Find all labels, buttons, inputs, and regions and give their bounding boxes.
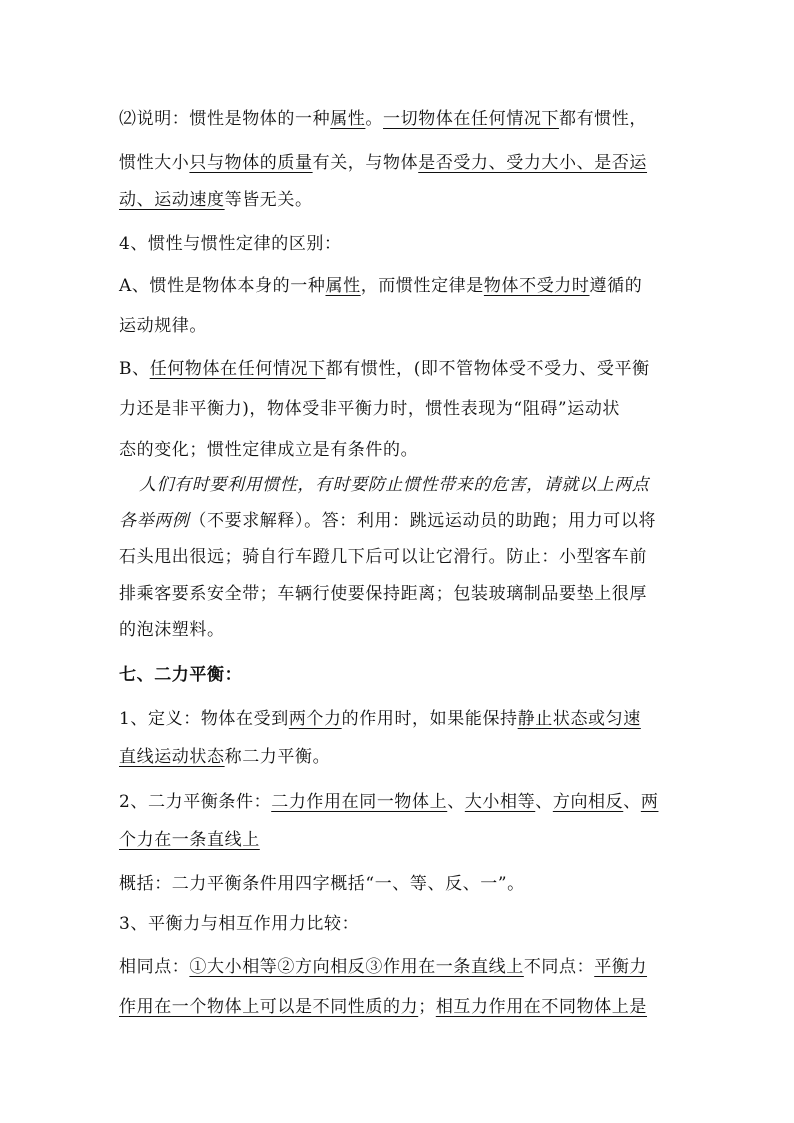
answer-line-2 bbox=[119, 545, 679, 569]
text: 不同点： bbox=[523, 957, 595, 977]
answer-line-4 bbox=[119, 618, 679, 642]
text: 称二力平衡。 bbox=[224, 747, 331, 767]
comparison-line-1 bbox=[119, 955, 679, 979]
text: 的泡沫塑料。 bbox=[119, 620, 225, 640]
underlined-text: 属性 bbox=[330, 109, 366, 129]
underlined-text: 平衡力 bbox=[594, 957, 648, 977]
underlined-text: 二力作用在同一物体上 bbox=[271, 792, 448, 812]
condition-line-1 bbox=[119, 790, 679, 814]
text: 遵循的 bbox=[589, 276, 643, 296]
text: B、 bbox=[119, 359, 150, 379]
text: 1、定义：物体在受到 bbox=[119, 709, 289, 729]
comparison-line-2 bbox=[119, 995, 679, 1019]
point-b-line-1 bbox=[119, 357, 679, 381]
point-b-line-2 bbox=[119, 397, 679, 421]
text: 、 bbox=[623, 792, 641, 812]
text: 石头甩出很远；骑自行车蹬几下后可以让它滑行。防止：小型客车前 bbox=[119, 547, 647, 567]
text: 都有惯性， bbox=[559, 109, 648, 129]
underlined-text: 动、运动速度 bbox=[119, 190, 225, 210]
underlined-text: 一切物体在任何情况下 bbox=[383, 109, 560, 129]
text: 排乘客要系安全带；车辆行使要保持距离；包装玻璃制品要垫上很厚 bbox=[119, 584, 647, 604]
text: 4、惯性与惯性定律的区别： bbox=[119, 234, 342, 254]
text: 、 bbox=[447, 792, 465, 812]
underlined-text: 两 bbox=[640, 792, 659, 812]
underlined-text: 个力在一条直线上 bbox=[119, 830, 260, 850]
inertia-explanation-line-2 bbox=[119, 151, 679, 175]
text: 、 bbox=[535, 792, 553, 812]
condition-line-2 bbox=[119, 828, 679, 852]
underlined-text: 属性 bbox=[325, 276, 361, 296]
underlined-text: 静止状态或匀速 bbox=[517, 709, 641, 729]
text: 都有惯性，(即不管物体受不受力、受平衡 bbox=[325, 359, 650, 379]
underlined-text: 只与物体的质量 bbox=[189, 153, 313, 173]
underlined-text: 物体不受力时 bbox=[483, 276, 590, 296]
underlined-text: 任何物体在任何情况下 bbox=[149, 359, 326, 379]
text: 。 bbox=[365, 109, 384, 129]
text: 等皆无关。 bbox=[224, 190, 313, 210]
text: 态的变化；惯性定律成立是有条件的。 bbox=[119, 440, 419, 460]
answer-line-3 bbox=[119, 582, 679, 606]
text: A、惯性是物体本身的一种 bbox=[119, 276, 326, 296]
text: 七、二力平衡： bbox=[119, 665, 243, 685]
text: ⑵说明：惯性是物体的一种 bbox=[119, 109, 331, 129]
definition-line-2 bbox=[119, 745, 679, 769]
inertia-explanation-line-1 bbox=[119, 107, 679, 131]
underlined-text: ①大小相等②方向相反③作用在一条直线上 bbox=[189, 957, 524, 977]
point-b-line-3 bbox=[119, 438, 679, 462]
section-7-heading bbox=[119, 663, 679, 687]
text: 有关，与物体 bbox=[312, 153, 419, 173]
summary-line bbox=[119, 872, 679, 896]
underlined-text: 相互力作用在不同物体上是 bbox=[435, 997, 648, 1017]
text: ，而惯性定律是 bbox=[360, 276, 484, 296]
text: ； bbox=[418, 997, 436, 1017]
underlined-text: 两个力 bbox=[288, 709, 342, 729]
text: 运动规律。 bbox=[119, 316, 207, 336]
underlined-text: 方向相反 bbox=[552, 792, 624, 812]
inertia-explanation-line-3 bbox=[119, 188, 679, 212]
text: 相同点： bbox=[119, 957, 190, 977]
text: （不要求解释）。答：利用：跳远运动员的助跑；用力可以将 bbox=[189, 511, 657, 531]
underlined-text: 大小相等 bbox=[464, 792, 536, 812]
definition-line-1 bbox=[119, 707, 679, 731]
underlined-text: 是否受力、受力大小、是否运 bbox=[418, 153, 648, 173]
text: 概括：二力平衡条件用四字概括“一、等、反、一”。 bbox=[119, 874, 525, 894]
section-4-heading bbox=[119, 232, 679, 256]
underlined-text: 直线运动状态 bbox=[119, 747, 225, 767]
answer-line-1 bbox=[119, 509, 679, 533]
text: 3、平衡力与相互作用力比较： bbox=[119, 914, 360, 934]
text: 的作用时，如果能保持 bbox=[341, 709, 518, 729]
text: 2、二力平衡条件： bbox=[119, 792, 272, 812]
underlined-text: 作用在一个物体上可以是不同性质的力 bbox=[119, 997, 419, 1017]
point-a-line-1 bbox=[119, 274, 679, 298]
point-a-line-2 bbox=[119, 314, 679, 338]
comparison-heading bbox=[119, 912, 679, 936]
text: 力还是非平衡力)，物体受非平衡力时，惯性表现为“阻碍”运动状 bbox=[119, 399, 621, 419]
text: 惯性大小 bbox=[119, 153, 190, 173]
italic-text: 各举两例 bbox=[119, 511, 190, 531]
question-line-1 bbox=[139, 473, 699, 497]
text: 人们有时要利用惯性，有时要防止惯性带来的危害，请就以上两点 bbox=[139, 475, 650, 495]
